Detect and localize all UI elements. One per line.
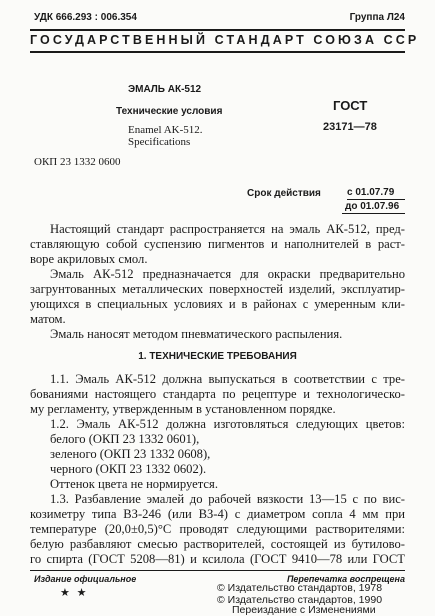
reissue-note: Переиздание с Изменениями <box>232 604 376 616</box>
intro-line: матом. <box>30 312 66 326</box>
validity-label: Срок действия <box>247 188 321 199</box>
validity-from: с 01.07.79 <box>347 187 395 198</box>
okp-code: ОКП 23 1332 0600 <box>34 156 121 168</box>
section-line: Оттенок цвета не нормируется. <box>50 477 218 491</box>
section-line: 1.2. Эмаль АК-512 должна изготовляться следующих цветов: <box>50 417 405 431</box>
section-line: го спирта (ГОСТ 5208—81) и ксилола (ГОСТ 9410—78 или ГОСТ <box>30 552 405 566</box>
english-subtitle: Specifications <box>128 136 191 148</box>
copyright-1978: © Издательство стандартов, 1978 <box>217 582 383 594</box>
section-heading: 1. ТЕХНИЧЕСКИЕ ТРЕБОВАНИЯ <box>138 351 297 362</box>
intro-line: ставляющую собой суспензию пигментов и наполнителей в раст- <box>30 237 405 251</box>
validity-to: до 01.07.96 <box>345 201 400 212</box>
copyright-1990: © Издательство стандартов, 1990 <box>217 594 383 606</box>
intro-line: ующихся в специальных условиях и в районах с умеренным кли- <box>30 297 405 311</box>
section-line: му регламенту, утвержденным в установленном порядке. <box>30 402 336 416</box>
section-line: козиметру типа ВЗ-246 (или ВЗ-4) с диаметром сопла 4 мм при <box>30 507 405 521</box>
color-green: зеленого (ОКП 23 1332 0608), <box>50 447 211 461</box>
intro-line: Эмаль АК-512 предназначается для окраски предварительно <box>50 267 405 281</box>
gost-number: 23171—78 <box>323 121 377 133</box>
section-line: температуре (20,0±0,5)°С проводят следующими растворителями: <box>30 522 405 536</box>
official-edition: Издание официальное <box>34 574 137 584</box>
intro-line: загрунтованных металлических поверхностей изделий, эксплуатир- <box>30 282 405 296</box>
group-code: Группа Л24 <box>349 12 405 23</box>
intro-line: воре акриловых смол. <box>30 252 148 266</box>
section-line: бованиями настоящего стандарта по рецептуре и технологическо- <box>30 387 405 401</box>
section-line: 1.3. Разбавление эмалей до рабочей вязкости 13—15 с по вис- <box>50 492 405 506</box>
intro-line: Настоящий стандарт распространяется на эмаль АК-512, пред- <box>50 222 405 236</box>
header-rule-bottom <box>30 51 405 53</box>
document-subtitle: Технические условия <box>116 106 223 117</box>
org-title: ГОСУДАРСТВЕННЫЙ СТАНДАРТ СОЮЗА ССР <box>30 33 420 47</box>
section-line: белую разбавляют смесью растворителей, состоящей из бутилово- <box>30 537 405 551</box>
color-white: белого (ОКП 23 1332 0601), <box>50 432 200 446</box>
document-title: ЭМАЛЬ АК-512 <box>128 84 202 95</box>
english-title: Enamel AK-512. <box>128 124 203 136</box>
validity-rule-2 <box>342 213 405 214</box>
gost-label: ГОСТ <box>333 98 368 113</box>
intro-line: Эмаль наносят методом пневматического распыления. <box>50 327 343 341</box>
footer-rule <box>30 570 405 571</box>
reprint-notice: Перепечатка воспрещена <box>286 574 405 584</box>
section-line: 1.1. Эмаль АК-512 должна выпускаться в соответствии с тре- <box>50 372 405 386</box>
color-black: черного (ОКП 23 1332 0602). <box>50 462 207 476</box>
stars-mark: ★ ★ <box>60 587 89 599</box>
validity-rule-1 <box>347 199 405 200</box>
header-rule-top <box>30 29 405 31</box>
udk-code: УДК 666.293 : 006.354 <box>34 12 137 23</box>
